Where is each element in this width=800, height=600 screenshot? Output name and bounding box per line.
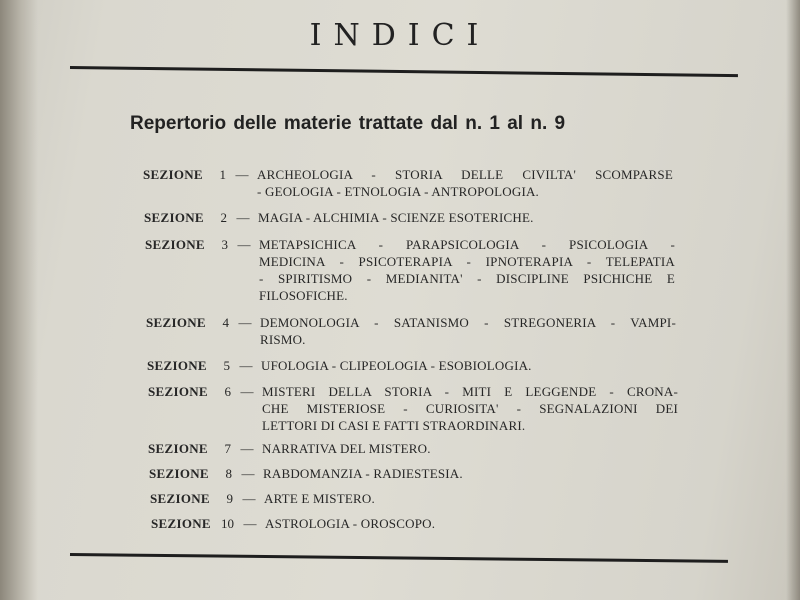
section-label: SEZIONE bbox=[143, 167, 203, 182]
section-label: SEZIONE bbox=[144, 210, 204, 225]
page-gutter-shadow bbox=[0, 0, 38, 600]
section-number: 5 bbox=[223, 358, 230, 373]
section-description-line: RABDOMANZIA - RADIESTESIA. bbox=[263, 466, 463, 481]
section-description bbox=[257, 166, 673, 200]
section-description bbox=[264, 490, 680, 507]
section-description-line: FILOSOFICHE. bbox=[259, 288, 348, 303]
section-dash: — bbox=[240, 384, 254, 399]
page-edge-shadow bbox=[786, 0, 800, 600]
section-description-line: UFOLOGIA - CLIPEOLOGIA - ESOBIOLOGIA. bbox=[261, 358, 532, 373]
section-dash: — bbox=[241, 466, 255, 481]
section-description-line: ASTROLOGIA - OROSCOPO. bbox=[265, 516, 436, 531]
section-description bbox=[263, 465, 679, 482]
top-rule bbox=[70, 66, 738, 77]
section-dash: — bbox=[238, 315, 252, 330]
section-description bbox=[258, 209, 674, 226]
section-dash: — bbox=[239, 358, 253, 373]
section-description bbox=[260, 314, 676, 348]
section-dash: — bbox=[240, 441, 254, 456]
section-description-line: ARTE E MISTERO. bbox=[264, 491, 375, 506]
section-description-line: CHE MISTERIOSE - CURIOSITA' - SEGNALAZIONI DEI bbox=[262, 401, 678, 416]
section-label: SEZIONE bbox=[148, 384, 208, 399]
section-label: SEZIONE bbox=[146, 315, 206, 330]
section-description-line: METAPSICHICA - PARAPSICOLOGIA - PSICOLOGIA - bbox=[259, 237, 675, 252]
section-number: 2 bbox=[220, 210, 227, 225]
section-dash: — bbox=[235, 167, 249, 182]
section-number: 7 bbox=[224, 441, 231, 456]
section-number: 6 bbox=[224, 384, 231, 399]
page-subtitle: Repertorio delle materie trattate dal n. 1 al n. 9 bbox=[130, 113, 566, 134]
section-label: SEZIONE bbox=[149, 466, 209, 481]
section-label: SEZIONE bbox=[145, 237, 205, 252]
section-description-line: LETTORI DI CASI E FATTI STRAORDINARI. bbox=[262, 418, 526, 433]
bottom-rule bbox=[70, 553, 728, 563]
section-description bbox=[265, 515, 681, 532]
section-description bbox=[259, 236, 675, 304]
section-dash: — bbox=[237, 237, 251, 252]
section-number: 10 bbox=[221, 516, 234, 531]
section-label: SEZIONE bbox=[147, 358, 207, 373]
section-description-line: NARRATIVA DEL MISTERO. bbox=[262, 441, 431, 456]
section-description bbox=[261, 357, 677, 374]
section-description-line: DEMONOLOGIA - SATANISMO - STREGONERIA - VAMPI- bbox=[260, 315, 676, 330]
section-label: SEZIONE bbox=[151, 516, 211, 531]
section-number: 3 bbox=[221, 237, 228, 252]
section-dash: — bbox=[242, 491, 256, 506]
section-description-line: ARCHEOLOGIA - STORIA DELLE CIVILTA' SCOMPARSE bbox=[257, 167, 673, 182]
section-description bbox=[262, 440, 678, 457]
section-description bbox=[262, 383, 678, 434]
section-description-line: RISMO. bbox=[260, 332, 306, 347]
section-number: 1 bbox=[219, 167, 226, 182]
section-label: SEZIONE bbox=[148, 441, 208, 456]
section-number: 9 bbox=[226, 491, 233, 506]
section-number: 4 bbox=[222, 315, 229, 330]
section-description-line: - GEOLOGIA - ETNOLOGIA - ANTROPOLOGIA. bbox=[257, 184, 540, 199]
page-title: INDICI bbox=[309, 18, 491, 53]
section-description-line: MAGIA - ALCHIMIA - SCIENZE ESOTERICHE. bbox=[258, 210, 534, 225]
section-dash: — bbox=[243, 516, 257, 531]
section-number: 8 bbox=[225, 466, 232, 481]
section-description-line: MISTERI DELLA STORIA - MITI E LEGGENDE - CRONA- bbox=[262, 384, 678, 399]
section-label: SEZIONE bbox=[150, 491, 210, 506]
section-description-line: - SPIRITISMO - MEDIANITA' - DISCIPLINE PSICHICHE E bbox=[259, 271, 675, 286]
section-dash: — bbox=[236, 210, 250, 225]
section-description-line: MEDICINA - PSICOTERAPIA - IPNOTERAPIA - TELEPATIA bbox=[259, 254, 675, 269]
